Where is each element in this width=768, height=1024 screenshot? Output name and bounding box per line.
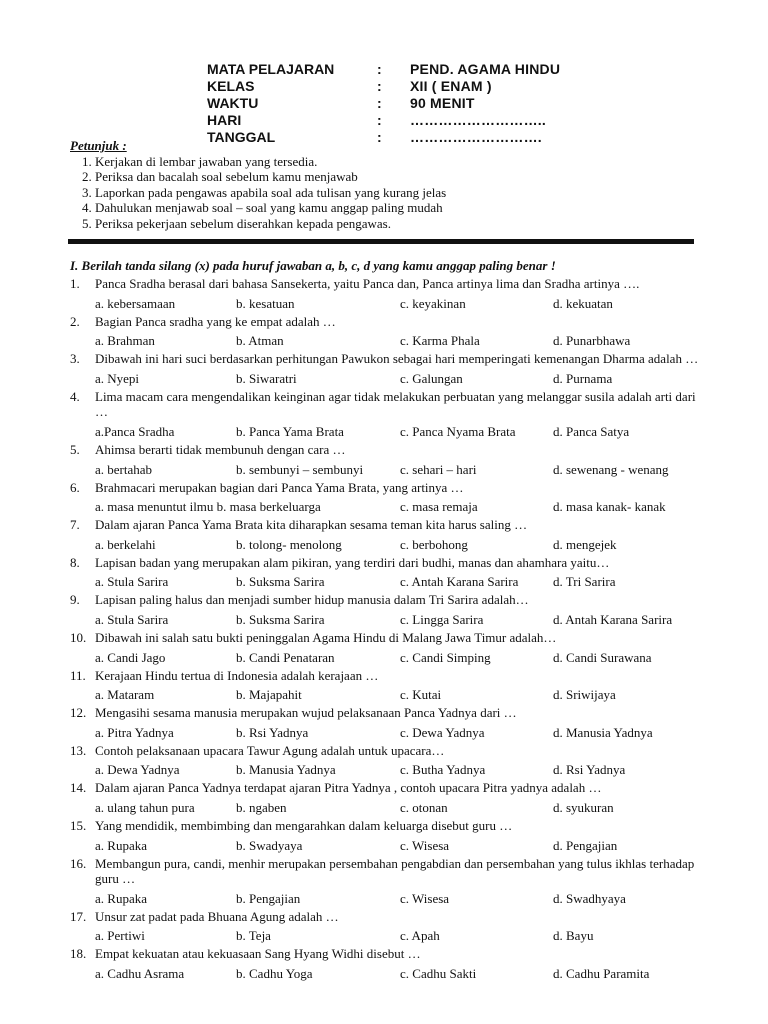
option-d[interactable]: d. mengejek	[553, 536, 617, 552]
divider-rule	[68, 239, 694, 244]
option-d[interactable]: d. Tri Sarira	[553, 574, 616, 590]
section-title: I. Berilah tanda silang (x) pada huruf jawaban a, b, c, d yang kamu anggap paling benar !	[70, 258, 556, 273]
option-a[interactable]: a. ulang tahun pura	[95, 799, 195, 815]
question-text: Empat kekuatan atau kekuasaan Sang Hyang Widhi disebut …	[95, 946, 421, 962]
option-c[interactable]: c. Antah Karana Sarira	[400, 574, 519, 590]
option-c[interactable]: c. keyakinan	[400, 295, 466, 311]
question-text: Dibawah ini hari suci berdasarkan perhitungan Pawukon sebagai hari memperingati kemenangan Dharma adalah …	[95, 351, 699, 367]
answer-options	[70, 537, 700, 553]
header-row	[207, 61, 610, 78]
question-number: 5.	[70, 441, 80, 457]
option-c[interactable]: c. Dewa Yadnya	[400, 724, 485, 740]
question-text: Panca Sradha berasal dari bahasa Sansekerta, yaitu Panca dan, Panca artinya lima dan Sradha artinya ….	[95, 276, 640, 291]
question-number: 2.	[70, 313, 80, 329]
answer-options	[70, 499, 700, 515]
option-a[interactable]: a. Mataram	[95, 687, 155, 703]
question-text: Ahimsa berarti tidak membunuh dengan cara …	[95, 441, 346, 457]
option-d[interactable]: d. Cadhu Paramita	[553, 965, 650, 981]
question-text: Kerajaan Hindu tertua di Indonesia adalah kerajaan …	[95, 667, 379, 683]
option-a[interactable]: a. Dewa Yadnya	[95, 762, 180, 778]
option-c[interactable]: c. Wisesa	[400, 890, 450, 906]
question-text: Membangun pura, candi, menhir merupakan persembahan pengabdian dan persembahan yang tulus ikhlas terhadap guru …	[95, 855, 695, 887]
instruction-item: 5. Periksa pekerjaan sebelum diserahkan kepada pengawas.	[95, 216, 446, 232]
option-b[interactable]: b. Manusia Yadnya	[236, 762, 336, 778]
question-item	[70, 480, 700, 496]
option-a[interactable]: a. berkelahi	[95, 536, 156, 552]
answer-options	[70, 333, 700, 349]
option-a[interactable]: a.Panca Sradha	[95, 423, 175, 439]
header-value: PEND. AGAMA HINDU	[410, 61, 561, 77]
option-b[interactable]: b. sembunyi – sembunyi	[236, 461, 364, 477]
question-item	[70, 630, 700, 646]
option-c[interactable]: c. Wisesa	[400, 837, 450, 853]
answer-options	[70, 762, 700, 778]
header-label: HARI	[207, 112, 242, 128]
option-b[interactable]: b. Atman	[236, 333, 284, 349]
answer-options	[70, 574, 700, 590]
option-c[interactable]: c. Butha Yadnya	[400, 762, 486, 778]
header-row	[207, 112, 610, 129]
question-item	[70, 780, 700, 796]
option-d[interactable]: d. Manusia Yadnya	[553, 724, 653, 740]
option-b[interactable]: b. Teja	[236, 928, 271, 944]
option-d[interactable]: d. Panca Satya	[553, 423, 630, 439]
option-c[interactable]: c. masa remaja	[400, 499, 478, 515]
option-c[interactable]: c. Candi Simping	[400, 649, 491, 665]
option-d[interactable]: d. syukuran	[553, 799, 614, 815]
option-a[interactable]: a. Cadhu Asrama	[95, 965, 185, 981]
option-d[interactable]: d. Purnama	[553, 370, 613, 386]
option-b[interactable]: b. Panca Yama Brata	[236, 423, 344, 439]
header-row	[207, 78, 610, 95]
question-item	[70, 314, 700, 330]
question-number: 1.	[70, 276, 80, 291]
question-number: 8.	[70, 554, 80, 570]
question-number: 13.	[70, 742, 87, 758]
answer-options	[70, 650, 700, 666]
question-text: Bagian Panca sradha yang ke empat adalah …	[95, 313, 336, 329]
option-a[interactable]: a. Nyepi	[95, 370, 140, 386]
option-d[interactable]: d. Candi Surawana	[553, 649, 652, 665]
question-number: 9.	[70, 592, 80, 608]
question-text: Lapisan badan yang merupakan alam pikiran, yang terdiri dari budhi, manas dan ahamhara yaitu…	[95, 554, 610, 570]
header-label: TANGGAL	[207, 129, 276, 145]
answer-options	[70, 928, 700, 944]
option-d[interactable]: d. sewenang - wenang	[553, 461, 669, 477]
question-number: 3.	[70, 351, 80, 367]
option-a[interactable]: a. Pitra Yadnya	[95, 724, 174, 740]
question-text: Dalam ajaran Panca Yadnya terdapat ajaran Pitra Yadnya , contoh upacara Pitra yadnya adalah …	[95, 780, 602, 796]
option-b[interactable]: b. Suksma Sarira	[236, 611, 325, 627]
question-text: Yang mendidik, membimbing dan mengarahkan dalam keluarga disebut guru …	[95, 817, 513, 833]
answer-options	[70, 966, 700, 982]
option-b[interactable]: b. kesatuan	[236, 295, 295, 311]
question-item	[70, 856, 700, 887]
instructions	[70, 138, 446, 231]
question-number: 16.	[70, 855, 87, 871]
option-a[interactable]: a. Stula Sarira	[95, 611, 169, 627]
option-a[interactable]: a. Stula Sarira	[95, 574, 169, 590]
answer-options	[70, 612, 700, 628]
header-colon: :	[377, 129, 382, 145]
answer-options	[70, 725, 700, 741]
question-item	[70, 442, 700, 458]
option-d[interactable]: d. Rsi Yadnya	[553, 762, 626, 778]
instruction-item: 4. Dahulukan menjawab soal – soal yang kamu anggap paling mudah	[95, 200, 446, 216]
answer-options	[70, 371, 700, 387]
option-d[interactable]: d. Antah Karana Sarira	[553, 611, 673, 627]
question-text: Mengasihi sesama manusia merupakan wujud pelaksanaan Panca Yadnya dari …	[95, 705, 517, 721]
instruction-item: 2. Periksa dan bacalah soal sebelum kamu menjawab	[95, 169, 446, 185]
question-text: Lima macam cara mengendalikan keinginan agar tidak melakukan perbuatan yang melanggar susila adalah arti dari …	[95, 388, 696, 420]
question-number: 14.	[70, 780, 87, 796]
question-text: Dibawah ini salah satu bukti peninggalan Agama Hindu di Malang Jawa Timur adalah…	[95, 629, 557, 645]
option-a[interactable]: a. bertahab	[95, 461, 153, 477]
question-number: 7.	[70, 517, 80, 533]
answer-options	[70, 800, 700, 816]
question-item	[70, 818, 700, 834]
question-item	[70, 276, 700, 292]
header-label: MATA PELAJARAN	[207, 61, 335, 77]
option-c[interactable]: c. otonan	[400, 799, 448, 815]
question-number: 17.	[70, 908, 87, 924]
exam-header	[207, 61, 610, 146]
header-label: WAKTU	[207, 95, 259, 111]
option-a[interactable]: a. masa menuntut ilmu b. masa berkeluarga	[95, 499, 321, 515]
header-colon: :	[377, 112, 382, 128]
option-c[interactable]: c. berbohong	[400, 536, 468, 552]
question-number: 18.	[70, 946, 87, 962]
answer-options	[70, 687, 700, 703]
option-d[interactable]: d. kekuatan	[553, 295, 613, 311]
question-item	[70, 555, 700, 571]
option-c[interactable]: c. Galungan	[400, 370, 463, 386]
option-c[interactable]: c. Apah	[400, 928, 440, 944]
question-item	[70, 592, 700, 608]
question-number: 12.	[70, 705, 87, 721]
answer-options	[70, 838, 700, 854]
option-d[interactable]: d. Punarbhawa	[553, 333, 631, 349]
question-number: 15.	[70, 817, 87, 833]
option-d[interactable]: d. Pengajian	[553, 837, 618, 853]
option-a[interactable]: a. Brahman	[95, 333, 155, 349]
answer-options	[70, 462, 700, 478]
answer-options	[70, 891, 700, 907]
header-value: 90 MENIT	[410, 95, 475, 111]
option-b[interactable]: b. Candi Penataran	[236, 649, 335, 665]
instructions-list	[70, 154, 446, 232]
option-a[interactable]: a. Pertiwi	[95, 928, 145, 944]
header-colon: :	[377, 61, 382, 77]
header-colon: :	[377, 95, 382, 111]
question-item	[70, 946, 700, 962]
instruction-item: 3. Laporkan pada pengawas apabila soal ada tulisan yang kurang jelas	[95, 185, 446, 201]
header-row	[207, 95, 610, 112]
question-item	[70, 351, 700, 367]
answer-options	[70, 296, 700, 312]
option-a[interactable]: a. Rupaka	[95, 837, 147, 853]
option-b[interactable]: b. Swadyaya	[236, 837, 303, 853]
option-c[interactable]: c. Cadhu Sakti	[400, 965, 477, 981]
option-c[interactable]: c. Karma Phala	[400, 333, 480, 349]
option-b[interactable]: b. Rsi Yadnya	[236, 724, 309, 740]
question-item	[70, 909, 700, 925]
option-d[interactable]: d. Swadhyaya	[553, 890, 626, 906]
question-text: Lapisan paling halus dan menjadi sumber hidup manusia dalam Tri Sarira adalah…	[95, 592, 529, 608]
option-b[interactable]: b. Siwaratri	[236, 370, 297, 386]
option-b[interactable]: b. Pengajian	[236, 890, 301, 906]
question-text: Dalam ajaran Panca Yama Brata kita diharapkan sesama teman kita harus saling …	[95, 517, 528, 533]
option-b[interactable]: b. Suksma Sarira	[236, 574, 325, 590]
option-a[interactable]: a. Rupaka	[95, 890, 147, 906]
question-text: Contoh pelaksanaan upacara Tawur Agung adalah untuk upacara…	[95, 742, 445, 758]
question-item	[70, 517, 700, 533]
option-c[interactable]: c. Panca Nyama Brata	[400, 423, 516, 439]
header-label: KELAS	[207, 78, 255, 94]
option-a[interactable]: a. Candi Jago	[95, 649, 166, 665]
option-c[interactable]: c. Lingga Sarira	[400, 611, 484, 627]
question-number: 11.	[70, 667, 86, 683]
option-c[interactable]: c. Kutai	[400, 687, 442, 703]
option-d[interactable]: d. masa kanak- kanak	[553, 499, 666, 515]
option-a[interactable]: a. kebersamaan	[95, 295, 176, 311]
option-b[interactable]: b. ngaben	[236, 799, 287, 815]
question-number: 10.	[70, 629, 87, 645]
header-colon: :	[377, 78, 382, 94]
question-text: Brahmacari merupakan bagian dari Panca Yama Brata, yang artinya …	[95, 479, 464, 495]
option-c[interactable]: c. sehari – hari	[400, 461, 477, 477]
option-b[interactable]: b. Cadhu Yoga	[236, 965, 313, 981]
question-number: 6.	[70, 479, 80, 495]
question-item	[70, 389, 700, 420]
answer-options	[70, 424, 700, 440]
option-d[interactable]: d. Sriwijaya	[553, 687, 616, 703]
question-list	[70, 276, 700, 984]
question-item	[70, 705, 700, 721]
question-text: Unsur zat padat pada Bhuana Agung adalah …	[95, 908, 339, 924]
instruction-item: 1. Kerjakan di lembar jawaban yang tersedia.	[95, 154, 446, 170]
question-number: 4.	[70, 388, 80, 404]
header-value: ………………………..	[410, 112, 546, 128]
instructions-title: Petunjuk :	[70, 138, 127, 153]
question-item	[70, 743, 700, 759]
header-value: ……………………….	[410, 129, 542, 145]
option-d[interactable]: d. Bayu	[553, 928, 594, 944]
question-item	[70, 668, 700, 684]
header-value: XII ( ENAM )	[410, 78, 492, 94]
option-b[interactable]: b. Majapahit	[236, 687, 302, 703]
option-b[interactable]: b. tolong- menolong	[236, 536, 342, 552]
